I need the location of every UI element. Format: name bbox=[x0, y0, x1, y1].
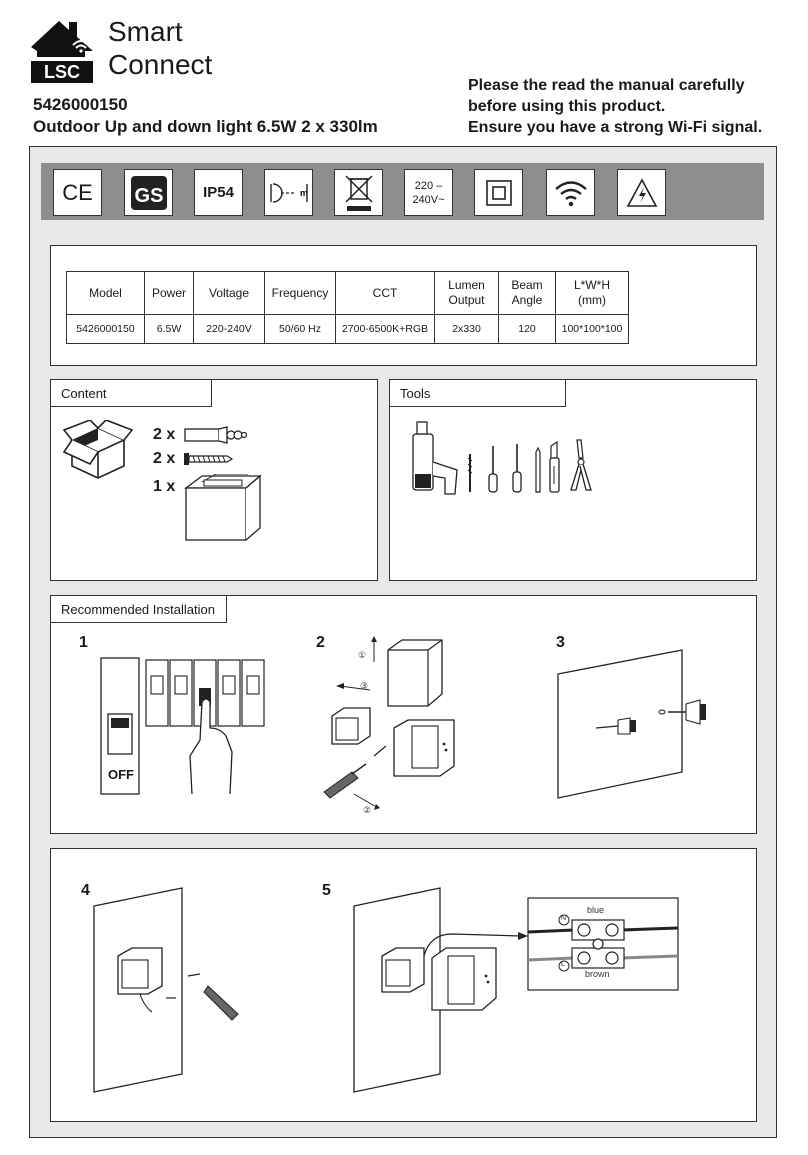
installation-panel-title: Recommended Installation bbox=[50, 595, 227, 623]
step-4-box-illustration bbox=[92, 886, 262, 1099]
substep-2-label: ② bbox=[363, 805, 372, 815]
step-2-mount-illustration bbox=[322, 632, 472, 817]
content-panel-title: Content bbox=[50, 379, 212, 407]
step-1-number: 1 bbox=[79, 634, 88, 651]
gs-mark-icon bbox=[124, 169, 173, 216]
spec-value-row bbox=[67, 315, 629, 344]
spec-header-size: L*W*H (mm) bbox=[556, 272, 629, 315]
spec-header-voltage: Voltage bbox=[194, 272, 265, 315]
product-title: Outdoor Up and down light 6.5W 2 x 330lm bbox=[33, 117, 378, 136]
notice-line1: Please the read the manual carefully bbox=[468, 77, 745, 94]
spec-value-power: 6.5W bbox=[145, 315, 194, 344]
spec-header-row bbox=[67, 272, 629, 315]
pencil-icon bbox=[536, 448, 540, 492]
brand-name-line2: Connect bbox=[108, 49, 213, 80]
off-label: OFF bbox=[108, 767, 134, 782]
content-qty-2: 2 x bbox=[153, 450, 176, 467]
spec-header-frequency: Frequency bbox=[265, 272, 336, 315]
wifi-icon bbox=[546, 169, 595, 216]
step-2-number: 2 bbox=[316, 634, 325, 651]
utility-knife-icon bbox=[550, 442, 559, 492]
ip54-icon: IP54 bbox=[194, 169, 243, 216]
notice bbox=[468, 75, 762, 138]
model-code: 5426000150 bbox=[33, 95, 128, 114]
wire-brown-label: brown bbox=[585, 969, 610, 979]
class-ii-icon bbox=[474, 169, 523, 216]
voltage-line2: 240V~ bbox=[412, 193, 445, 206]
notice-line3: Ensure you have a strong Wi-Fi signal. bbox=[468, 119, 763, 136]
distance-unit: m bbox=[299, 187, 308, 198]
spec-value-frequency: 50/60 Hz bbox=[265, 315, 336, 344]
lamp-cube-icon bbox=[182, 474, 262, 547]
pliers-icon bbox=[571, 440, 591, 490]
spec-header-cct: CCT bbox=[336, 272, 435, 315]
logo-text: LSC bbox=[44, 62, 80, 82]
neutral-label: N bbox=[561, 915, 567, 922]
spec-value-beam: 120 bbox=[499, 315, 556, 344]
spec-header-lumen: Lumen Output bbox=[435, 272, 499, 315]
brand-name-line1: Smart bbox=[108, 16, 183, 47]
wire-blue-label: blue bbox=[587, 905, 605, 915]
drill-icon bbox=[413, 422, 457, 494]
tools-panel-title: Tools bbox=[389, 379, 566, 407]
box-icon bbox=[62, 420, 134, 487]
weee-bin-icon bbox=[334, 169, 383, 216]
spec-value-voltage: 220-240V bbox=[194, 315, 265, 344]
spec-value-lumen: 2x330 bbox=[435, 315, 499, 344]
substep-1-label: ① bbox=[358, 650, 367, 660]
content-qty-3: 1 x bbox=[153, 478, 176, 495]
spec-header-model: Model bbox=[67, 272, 145, 315]
screwdriver-cross-icon bbox=[513, 444, 521, 492]
substep-3-label: ③ bbox=[360, 681, 369, 691]
spec-header-power: Power bbox=[145, 272, 194, 315]
step-5-number: 5 bbox=[322, 882, 331, 899]
spec-value-cct: 2700-6500K+RGB bbox=[336, 315, 435, 344]
voltage-icon bbox=[404, 169, 453, 216]
voltage-line1: 220 – bbox=[414, 179, 443, 192]
spec-table bbox=[66, 271, 629, 344]
live-label: L bbox=[561, 961, 565, 968]
lsc-logo bbox=[29, 17, 95, 83]
spec-header-beam: Beam Angle bbox=[499, 272, 556, 315]
screwdriver-flat-icon bbox=[489, 446, 497, 492]
wall-plug-icon bbox=[183, 426, 247, 449]
drill-bit-icon bbox=[468, 454, 472, 492]
screw-icon bbox=[183, 452, 233, 471]
svg-text:GS: GS bbox=[134, 184, 163, 207]
step-3-number: 3 bbox=[556, 634, 565, 651]
step-5-wiring-illustration bbox=[352, 886, 752, 1099]
high-voltage-icon bbox=[617, 169, 666, 216]
distance-icon bbox=[264, 169, 313, 216]
step-4-number: 4 bbox=[81, 882, 90, 899]
content-qty-1: 2 x bbox=[153, 426, 176, 443]
tools-illustration bbox=[405, 418, 605, 503]
step-3-wall-illustration bbox=[556, 648, 716, 805]
spec-value-model: 5426000150 bbox=[67, 315, 145, 344]
spec-value-size: 100*100*100 bbox=[556, 315, 629, 344]
ce-mark-icon: CE bbox=[53, 169, 102, 216]
notice-line2: before using this product. bbox=[468, 98, 666, 115]
